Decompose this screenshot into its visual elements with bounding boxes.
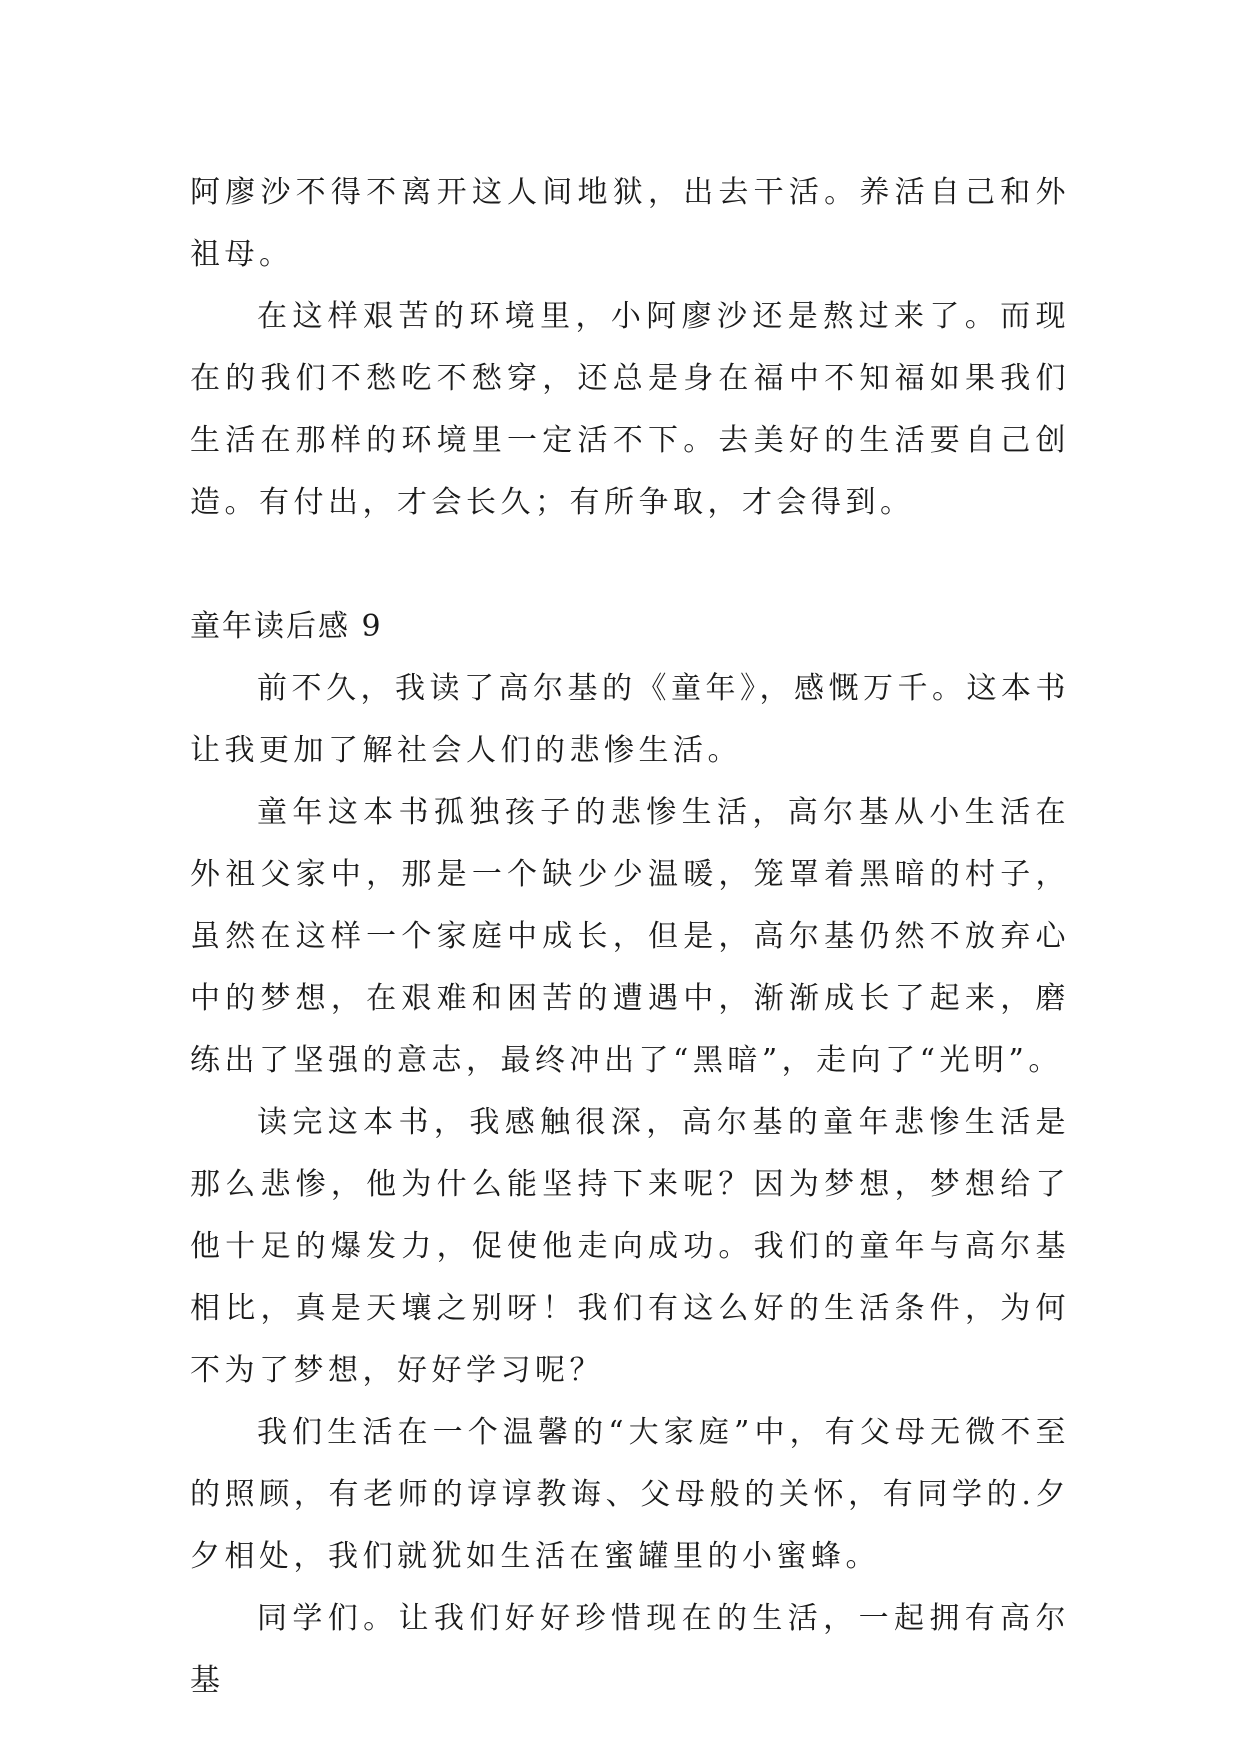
section-title: 童年读后感 9 [190,609,383,644]
paragraph-continuation: 阿廖沙不得不离开这人间地狱，出去干活。养活自己和外祖母。 [190,175,1070,272]
paragraph: 我们生活在一个温馨的“大家庭”中，有父母无微不至的照顾，有老师的谆谆教诲、父母般的关怀，有同学的.夕夕相处，我们就犹如生活在蜜罐里的小蜜蜂。 [190,1415,1070,1574]
paragraph: 前不久，我读了高尔基的《童年》，感慨万千。这本书让我更加了解社会人们的悲惨生活。 [190,671,1070,768]
paragraph: 同学们。让我们好好珍惜现在的生活，一起拥有高尔基 [190,1601,1070,1698]
document-body [190,162,1070,1712]
paragraph: 童年这本书孤独孩子的悲惨生活，高尔基从小生活在外祖父家中，那是一个缺少少温暖，笼罩着黑暗的村子，虽然在这样一个家庭中成长，但是，高尔基仍然不放弃心中的梦想，在艰难和困苦的遭遇中，渐渐成长了起来，磨练出了坚强的意志，最终冲出了“黑暗”，走向了“光明”。 [190,795,1070,1078]
paragraph: 读完这本书，我感触很深，高尔基的童年悲惨生活是那么悲惨，他为什么能坚持下来呢？因为梦想，梦想给了他十足的爆发力，促使他走向成功。我们的童年与高尔基相比，真是天壤之别呀！我们有这么好的生活条件，为何不为了梦想，好好学习呢？ [190,1105,1070,1388]
paragraph: 在这样艰苦的环境里，小阿廖沙还是熬过来了。而现在的我们不愁吃不愁穿，还总是身在福中不知福如果我们生活在那样的环境里一定活不下。去美好的生活要自己创造。有付出，才会长久；有所争取，才会得到。 [190,299,1070,520]
